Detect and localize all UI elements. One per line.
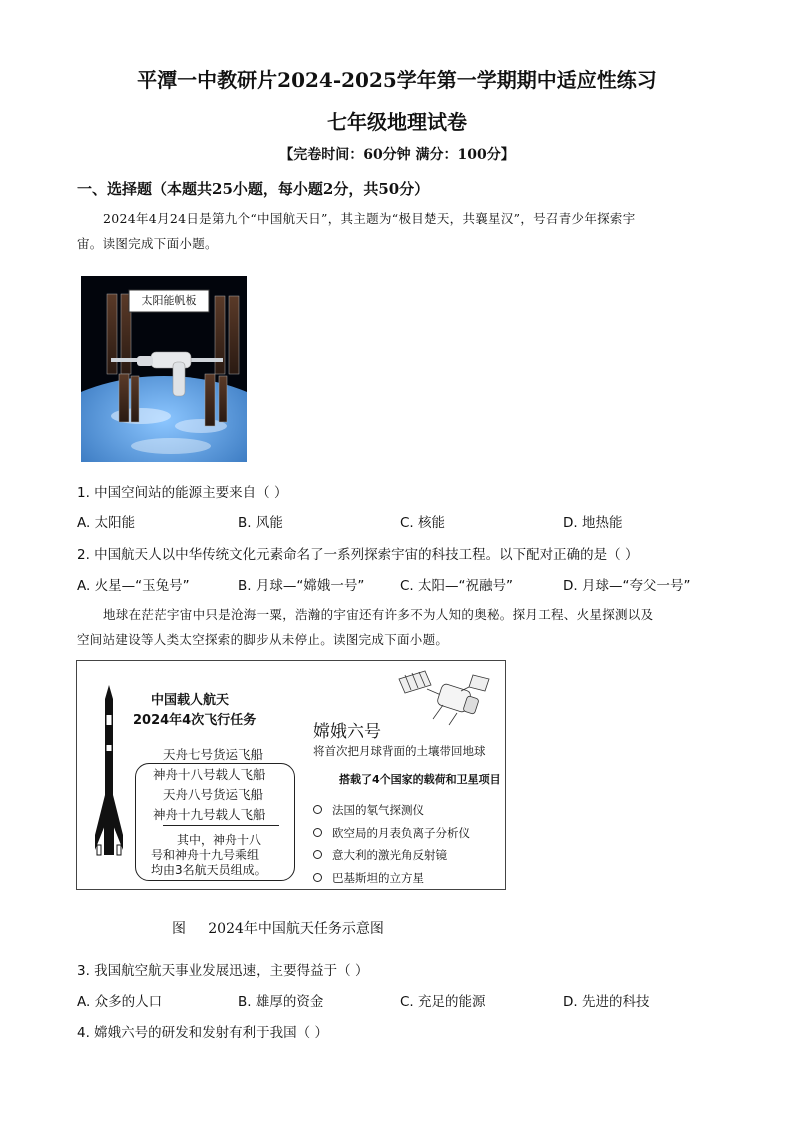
rocket-icon — [91, 685, 127, 865]
question-2-stem: 2. 中国航天人以中华传统文化元素命名了一系列探索宇宙的科技工程。以下配对正确的是（ ） — [77, 547, 639, 563]
question-4-stem: 4. 嫦娥六号的研发和发射有利于我国（ ） — [77, 1025, 328, 1041]
q3-option-a[interactable]: A. 众多的人口 — [77, 994, 163, 1010]
satellite-icon — [397, 669, 493, 727]
q3-option-c[interactable]: C. 充足的能源 — [400, 994, 486, 1010]
circle-bullet-icon — [313, 828, 322, 837]
intro1-line1: 2024年4月24日是第九个“中国航天日”，其主题为“极目楚天，共襄星汉”，号召青少年探索宇 — [103, 211, 636, 226]
mission-note-line1: 其中，神舟十八 — [177, 833, 262, 847]
payload-list — [313, 799, 470, 889]
space-mission-figure — [76, 660, 506, 890]
circle-bullet-icon — [313, 805, 322, 814]
q2-option-b[interactable]: B. 月球—“嫦娥一号” — [238, 578, 365, 594]
question-1-stem: 1. 中国空间站的能源主要来自（ ） — [77, 485, 288, 501]
exam-info: 【完卷时间：60分钟 满分：100分】 — [279, 147, 515, 163]
intro-paragraph-2 — [77, 602, 717, 652]
payload-item — [313, 822, 470, 845]
space-station-photo — [81, 276, 247, 462]
intro-paragraph-1 — [77, 206, 717, 256]
mission-note-line2: 号和神舟十九号乘组 — [151, 848, 260, 862]
section-heading: 一、选择题（本题共25小题，每小题2分，共50分） — [77, 180, 430, 198]
mission-3: 天舟八号货运飞船 — [163, 787, 264, 802]
mission-2: 神舟十八号载人飞船 — [153, 767, 266, 782]
figure-caption: 图 2024年中国航天任务示意图 — [172, 921, 384, 937]
payload-label: 意大利的激光角反射镜 — [332, 848, 447, 862]
intro2-line2: 空间站建设等人类太空探索的脚步从未停止。读图完成下面小题。 — [77, 632, 449, 647]
q2-option-c[interactable]: C. 太阳—“祝融号” — [400, 578, 513, 594]
crewed-space-subtitle: 2024年4次飞行任务 — [133, 713, 257, 728]
q2-option-a[interactable]: A. 火星—“玉兔号” — [77, 578, 190, 594]
q1-option-a[interactable]: A. 太阳能 — [77, 515, 136, 531]
mission-4: 神舟十九号载人飞船 — [153, 807, 266, 822]
payload-item — [313, 844, 470, 867]
circle-bullet-icon — [313, 873, 322, 882]
mission-note-line3: 均由3名航天员组成。 — [151, 863, 267, 877]
mission-1: 天舟七号货运飞船 — [163, 747, 264, 762]
circle-bullet-icon — [313, 850, 322, 859]
q3-option-d[interactable]: D. 先进的科技 — [563, 994, 650, 1010]
payload-label: 欧空局的月表负离子分析仪 — [332, 825, 470, 840]
exam-subtitle: 七年级地理试卷 — [327, 110, 467, 134]
q3-option-b[interactable]: B. 雄厚的资金 — [238, 994, 324, 1010]
intro2-line1: 地球在茫茫宇宙中只是沧海一粟，浩瀚的宇宙还有许多不为人知的奥秘。探月工程、火星探测以及 — [103, 607, 654, 622]
crewed-space-title: 中国载人航天 — [151, 693, 230, 708]
payload-label: 巴基斯坦的立方星 — [332, 870, 424, 885]
change6-line1: 将首次把月球背面的土壤带回地球 — [313, 744, 486, 758]
q1-option-c[interactable]: C. 核能 — [400, 515, 446, 531]
mission-divider — [163, 825, 279, 826]
q1-option-d[interactable]: D. 地热能 — [563, 515, 623, 531]
exam-title: 平潭一中教研片2024-2025学年第一学期期中适应性练习 — [137, 68, 657, 92]
change6-title: 嫦娥六号 — [313, 722, 381, 742]
solar-panel-label: 太阳能帆板 — [141, 294, 197, 307]
question-3-stem: 3. 我国航空航天事业发展迅速，主要得益于（ ） — [77, 963, 369, 979]
intro1-line2: 宙。读图完成下面小题。 — [77, 236, 218, 251]
q1-option-b[interactable]: B. 风能 — [238, 515, 283, 531]
payload-label: 法国的氡气探测仪 — [332, 803, 424, 817]
change6-line2: 搭载了4个国家的载荷和卫星项目 — [339, 773, 501, 786]
payload-item — [313, 867, 470, 890]
payload-item — [313, 799, 470, 822]
q2-option-d[interactable]: D. 月球—“夸父一号” — [563, 578, 691, 594]
